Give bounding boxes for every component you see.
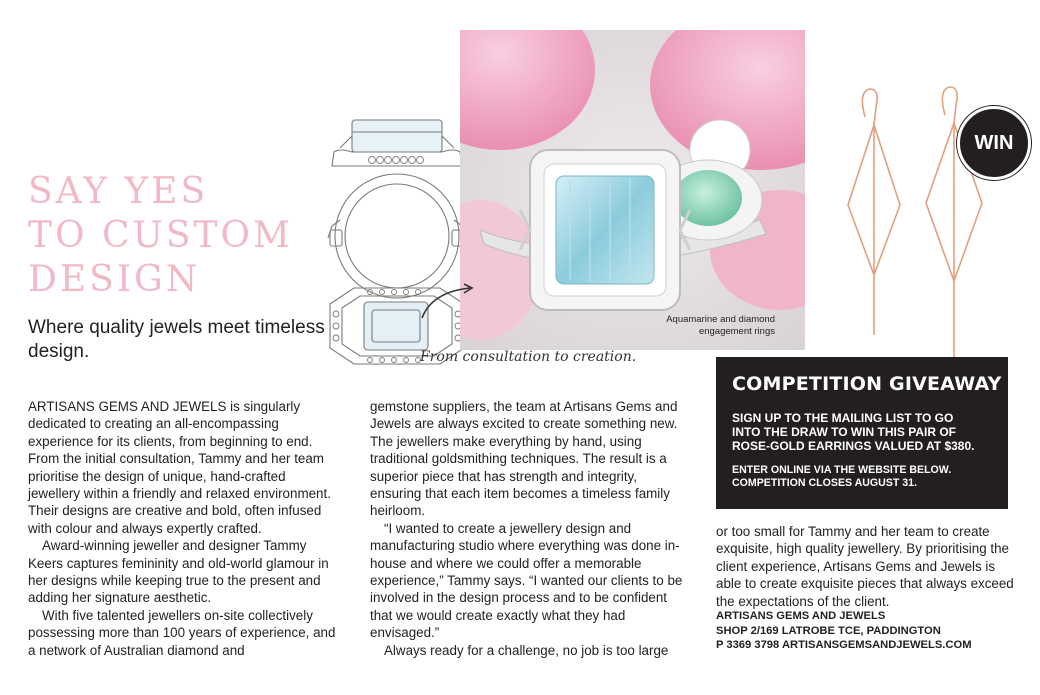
competition-enter-line: ENTER ONLINE VIA THE WEBSITE BELOW.	[732, 463, 952, 476]
article-paragraph: “I wanted to create a jewellery design and manufacturing studio where everything was done in-house and where we could offer a memorable experience,” Tammy says. “I wanted our clients to be involved in the design process and to be confident that we would create exactly what they had envisaged.”	[370, 520, 683, 641]
competition-body-line: INTO THE DRAW TO WIN THIS PAIR OF	[732, 425, 956, 440]
page-title-line: DESIGN	[28, 259, 201, 300]
curved-arrow-icon	[418, 282, 478, 322]
business-phone-website: P 3369 3798 ARTISANSGEMSANDJEWELS.COM	[716, 639, 972, 652]
article-column-1	[28, 398, 340, 659]
caption-line: engagement rings	[698, 326, 775, 337]
page-title-line: TO CUSTOM	[28, 215, 293, 256]
contact-block	[716, 609, 1016, 653]
win-badge: WIN	[957, 106, 1031, 180]
business-name: ARTISANS GEMS AND JEWELS	[716, 610, 886, 622]
page-title	[28, 170, 328, 302]
article-paragraph: Award-winning jeweller and designer Tammy Keers captures femininity and old-world glamour in her designs while keeping true to the present and adding her signature aesthetic.	[28, 538, 329, 606]
competition-body-line: ROSE-GOLD EARRINGS VALUED AT $380.	[732, 439, 975, 454]
competition-enter-info	[732, 464, 992, 490]
subtitle: Where quality jewels meet timeless design.	[28, 317, 325, 362]
ring-photo	[460, 30, 805, 350]
article-paragraph: With five talented jewellers on-site collectively possessing more than 100 years of experience, and a network of Australian diamond and	[28, 607, 336, 658]
competition-body-line: SIGN UP TO THE MAILING LIST TO GO	[732, 411, 954, 425]
business-address: SHOP 2/169 LATROBE TCE, PADDINGTON	[716, 624, 941, 637]
article-paragraph: gemstone suppliers, the team at Artisans Gems and Jewels are always excited to create something new. The jewellers make everything by hand, using traditional goldsmithing techniques. The result is a superior piece that has strength and integrity, ensuring that each item becomes a timeless family heirloom.	[370, 399, 678, 519]
competition-title: COMPETITION GIVEAWAY	[732, 373, 1002, 395]
article-paragraph: Always ready for a challenge, no job is too large	[384, 642, 669, 658]
article-column-3	[716, 523, 1016, 610]
competition-enter-line: COMPETITION CLOSES AUGUST 31.	[732, 476, 918, 489]
competition-panel	[716, 357, 1008, 509]
article-paragraph: or too small for Tammy and her team to create exquisite, high quality jewellery. By prioritising the client experience, Artisans Gems and Jewels is able to create exquisite pieces that always exceed the expectations of the client.	[716, 524, 1014, 609]
article-paragraph: ARTISANS GEMS AND JEWELS is singularly dedicated to creating an all-encompassing experience for its clients, from beginning to end. From the initial consultation, Tammy and her team prioritise the design of unique, hand-crafted jewellery within a friendly and relaxed environment. Their designs are creative and bold, often infused with colour and always expertly crafted.	[28, 399, 331, 536]
competition-body	[732, 411, 992, 454]
caption-line: Aquamarine and diamond	[666, 314, 775, 325]
page-title-line: SAY YES	[28, 171, 209, 212]
handwritten-note: From consultation to creation.	[420, 349, 637, 365]
photo-caption	[615, 314, 775, 338]
article-column-2	[370, 398, 692, 659]
